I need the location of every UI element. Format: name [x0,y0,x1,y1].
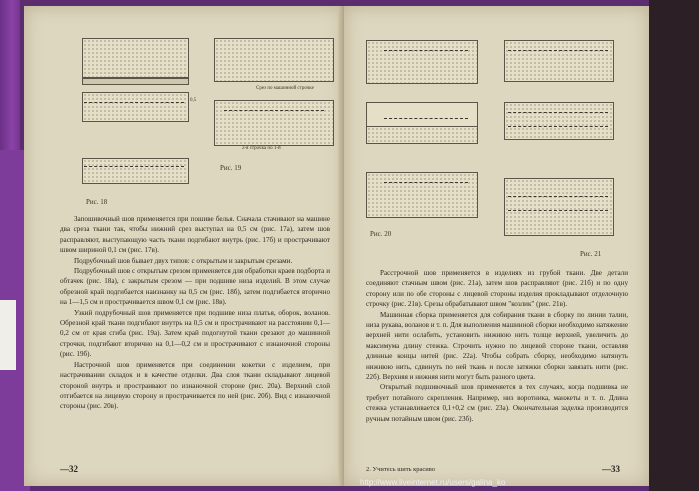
watermark-url: http://www.liveinternet.ru/users/galina_ko [360,478,506,487]
fig21-panel-c [504,178,614,236]
fig18-caption: Рис. 18 [86,198,108,206]
cover-label-strip [0,300,16,370]
fig20-stitch-c [384,182,468,183]
fig21-panel-a [504,40,614,82]
right-page-number: —33 [602,464,620,474]
fig20-stitch-a [384,50,468,51]
paragraph: Подрубочный шов с открытым срезом применяется для обработки краев подборта и обтачек (рис. 18а), с закрытым срезом — при подшиве низа изделий. В этом случае обрезной край подгибается наизнанку на 0,5 см (рис. 18б), затем подгибается вторично на 1—1,5 см и прострачивается швом 0,1 см (рис. 18в). [60,267,330,307]
book-back-edge [649,0,699,491]
fig19-caption: Рис. 19 [220,164,242,172]
page-footer-title: 2. Учитесь шить красиво [366,466,436,473]
fig21-caption: Рис. 21 [580,250,602,258]
fig18-stitch-c [84,166,184,167]
left-body-text [60,214,330,412]
paragraph: Расстрочной шов применяется в изделиях из грубой ткани. Две детали соединяют стачным швом (рис. 21а), затем шов расправляют (рис. 21б) и по одну сторону или по обе стороны с лицевой стороны изделия прокладывают отделочную строчку (рис. 21в). Срезы обрабатывают швом "козлик" (рис. 21в). [366,269,628,309]
fig19-panel-b [214,100,334,146]
paragraph: Подрубочный шов бывает двух типов: с открытым и закрытым срезами. [74,256,293,265]
fig21-panel-b [504,102,614,140]
fig18-strip-a [82,78,189,85]
fig20-panel-c [366,172,478,218]
fig18-panel-b [82,92,189,122]
fig20-panel-b-inner [366,126,478,144]
paragraph: Настрочной шов применяется при соединении кокетки с изделием, при настрачивании складок и в качестве отделки. Два слоя ткани складывают лицевой стороной внутрь и простраивают по изнаночной стороне (рис. 20а). Верхний слой отгибается на лицевую сторону и прострачивается по ней (рис. 20б). Вид с изнаночной стороны (рис. 20в). [60,360,330,411]
paragraph: Открытый подшивочный шов применяется в тех случаях, когда подшивка не требует потайного скрепления. Например, низ воротника, манжеты и т. п. Длина стежка устанавливается 0,1+0,2 см (рис. 23а). Окончательная заделка производится ручным потайным швом (рис. 23б). [366,383,628,423]
left-page-number: —32 [60,464,78,474]
fig20-caption: Рис. 20 [370,230,392,238]
fig19-label-b: 2-я строчка по 1-й [242,146,281,151]
fig21-stitch-c [508,196,608,197]
fig19-stitch-b [224,110,324,111]
fig18-panel-c [82,158,189,184]
fig18-dim-label: 0,5 [190,98,197,103]
right-body-text [366,268,628,424]
fig21-stitch-a [508,50,608,51]
fig20-stitch-b [384,118,468,119]
fig20-panel-a [366,40,478,84]
paragraph: Запошивочный шов применяется при пошиве белья. Сначала стачивают на машине два среза ткани так, чтобы нижний срез выступал на 0,5 см (рис. 17а), затем шов расправляют, выступающую часть ткани подгибают внутрь (рис. 17б) и прострачивают швом шириной 0,1 см (рис. 17в). [60,215,330,255]
right-page [344,6,649,486]
left-page [24,6,344,486]
fig21-stitch-c2 [508,210,608,211]
paragraph: Узкий подрубочный шов применяется при подшиве низа платья, оборок, воланов. Обрезной край ткани подгибают внутрь на 0,5 см и прострачивают на расстоянии 0,1—0,2 см от края сгиба (рис. 19а). Затем край подогнутой ткани срезают до машинной строчки, подгибают вторично на 0,1—0,2 см и прострачивают с изнаночной стороны (рис. 19б). [60,308,330,359]
paragraph: Машинная сборка применяется для собирания ткани в сборку по линии талии, низа рукава, воланов и т. п. Для выполнения машинной сборки необходимо натяжение верхней нити ослабить, установить нижнюю нить толще верхней, увеличить до максимума длину стежка. Строчить нужно по лицевой стороне ткани, оставляя длинные концы нитей (рис. 22а). Чтобы собрать сборку, необходимо натянуть нижнюю нить, сдвинуть по ней ткань и после затяжки сборки завязать нити (рис. 22б). Верхняя и нижняя нити могут быть разного цвета. [366,310,628,382]
fig19-label-a: Срез по машинной строчке [256,86,314,91]
fig21-stitch-b2 [508,126,608,127]
fig18-panel-a [82,38,189,78]
fig18-stitch-b [84,102,184,103]
fig19-panel-a [214,38,334,82]
fig21-stitch-b [508,112,608,113]
